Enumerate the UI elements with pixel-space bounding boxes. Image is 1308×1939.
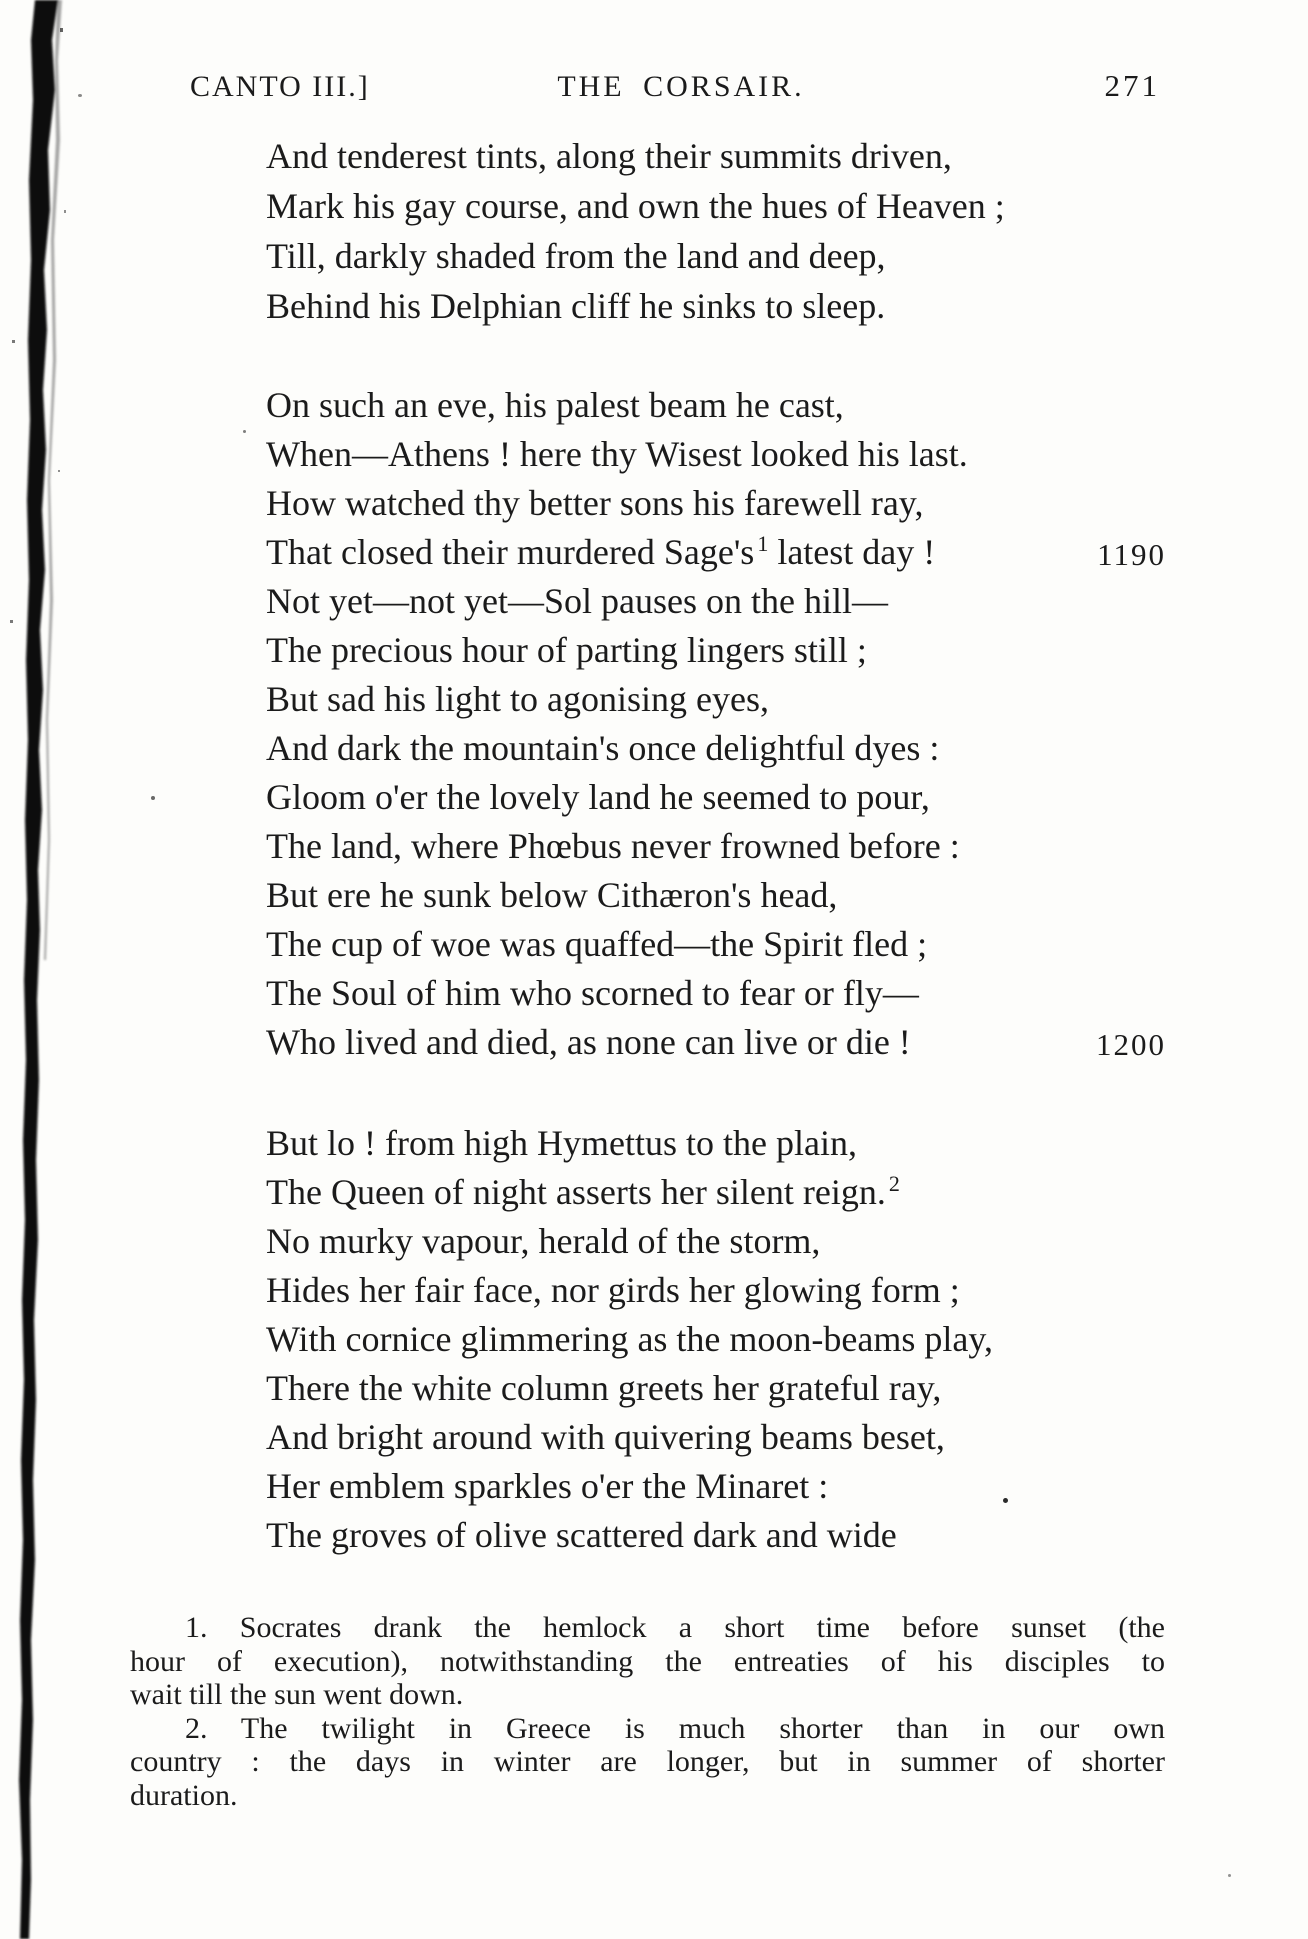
verse-text: The groves of olive scattered dark and wide [266,1515,897,1555]
verse-text: Mark his gay course, and own the hues of Heaven ; [266,186,1005,226]
verse-text: When—Athens ! here thy Wisest looked his last. [266,434,968,474]
scan-gutter-artifact [0,0,80,1939]
footnote-line: duration. [130,1778,238,1812]
verse-text: That closed their murdered Sage's [266,532,755,572]
verse-line [266,181,1166,231]
verse-line [266,626,1166,675]
stanza-3 [266,1119,1166,1560]
verse-text: Her emblem sparkles o'er the Minaret : [266,1466,829,1506]
running-title-canto: CANTO III.] [190,70,370,103]
footnotes [130,1611,1165,1812]
verse-line [266,381,1166,430]
verse-text: But ere he sunk below Cithæron's head, [266,875,838,915]
verse-line [266,479,1166,528]
verse-text: No murky vapour, herald of the storm, [266,1221,821,1261]
verse-text: The Soul of him who scorned to fear or fly— [266,973,919,1013]
verse-line [266,920,1166,969]
verse-line [266,231,1166,281]
verse-text: Who lived and died, as none can live or die ! [266,1022,911,1062]
verse-line [266,675,1166,724]
stanza-1 [266,131,1166,331]
verse-text: Till, darkly shaded from the land and deep, [266,236,886,276]
verse-line [266,281,1166,331]
verse-line [266,1266,1166,1315]
verse-text: How watched thy better sons his farewell ray, [266,483,924,523]
footnote-line: country : the days in winter are longer, but in summer of shorter [130,1745,1165,1778]
verse-text: The Queen of night asserts her silent reign. [266,1172,886,1212]
verse-line [266,773,1166,822]
footnote-line: wait till the sun went down. [130,1678,464,1711]
verse-text: And dark the mountain's once delightful dyes : [266,728,940,768]
verse-line-number: 1200 [1096,1027,1166,1062]
verse-line [266,1462,1166,1511]
verse-text: With cornice glimmering as the moon-beams play, [266,1319,994,1359]
running-title: THE CORSAIR. [557,70,805,103]
verse-line [266,528,1166,577]
verse-text: latest day ! [768,532,936,572]
verse-line [266,871,1166,920]
verse-line [266,430,1166,479]
verse-line [266,131,1166,181]
footnote-line: hour of execution), notwithstanding the entreaties of his disciples to [130,1644,1165,1678]
verse-line [266,1217,1166,1266]
verse-text: On such an eve, his palest beam he cast, [266,385,844,425]
verse-line [266,1018,1166,1067]
verse-line [266,724,1166,773]
footnote-reference: 1 [757,531,769,556]
scan-speck [243,430,246,433]
verse-text: And bright around with quivering beams beset, [266,1417,945,1457]
verse-line [266,1168,1166,1217]
verse-line [266,1364,1166,1413]
verse-line-number: 1190 [1097,537,1166,572]
verse-line [266,577,1166,626]
verse-text: But sad his light to agonising eyes, [266,679,769,719]
verse-text: The precious hour of parting lingers still ; [266,630,867,670]
verse-text: Behind his Delphian cliff he sinks to sleep. [266,286,886,326]
verse-line [266,969,1166,1018]
footnote-reference: 2 [888,1171,900,1196]
scan-speck [1228,1874,1231,1877]
scan-speck [78,94,82,97]
stanza-2 [266,381,1166,1067]
scan-speck [151,796,155,800]
verse-line [266,1511,1166,1560]
verse-line [266,1413,1166,1462]
verse-text: But lo ! from high Hymettus to the plain, [266,1123,857,1163]
scan-speck [1003,1498,1008,1503]
footnote-line: 1. Socrates drank the hemlock a short time before sunset (the [185,1611,1165,1644]
verse-text: Not yet—not yet—Sol pauses on the hill— [266,581,888,621]
footnote-line: 2. The twilight in Greece is much shorter than in our own [185,1711,1165,1745]
verse-line [266,1119,1166,1168]
verse-line [266,822,1166,871]
verse-text: The cup of woe was quaffed—the Spirit fled ; [266,924,928,964]
verse-text: The land, where Phœbus never frowned before : [266,826,960,866]
verse-text: There the white column greets her grateful ray, [266,1368,942,1408]
page-number: 271 [1104,68,1160,103]
verse-text: Hides her fair face, nor girds her glowing form ; [266,1270,960,1310]
verse-text: And tenderest tints, along their summits driven, [266,136,952,176]
verse-line [266,1315,1166,1364]
verse-text: Gloom o'er the lovely land he seemed to pour, [266,777,930,817]
